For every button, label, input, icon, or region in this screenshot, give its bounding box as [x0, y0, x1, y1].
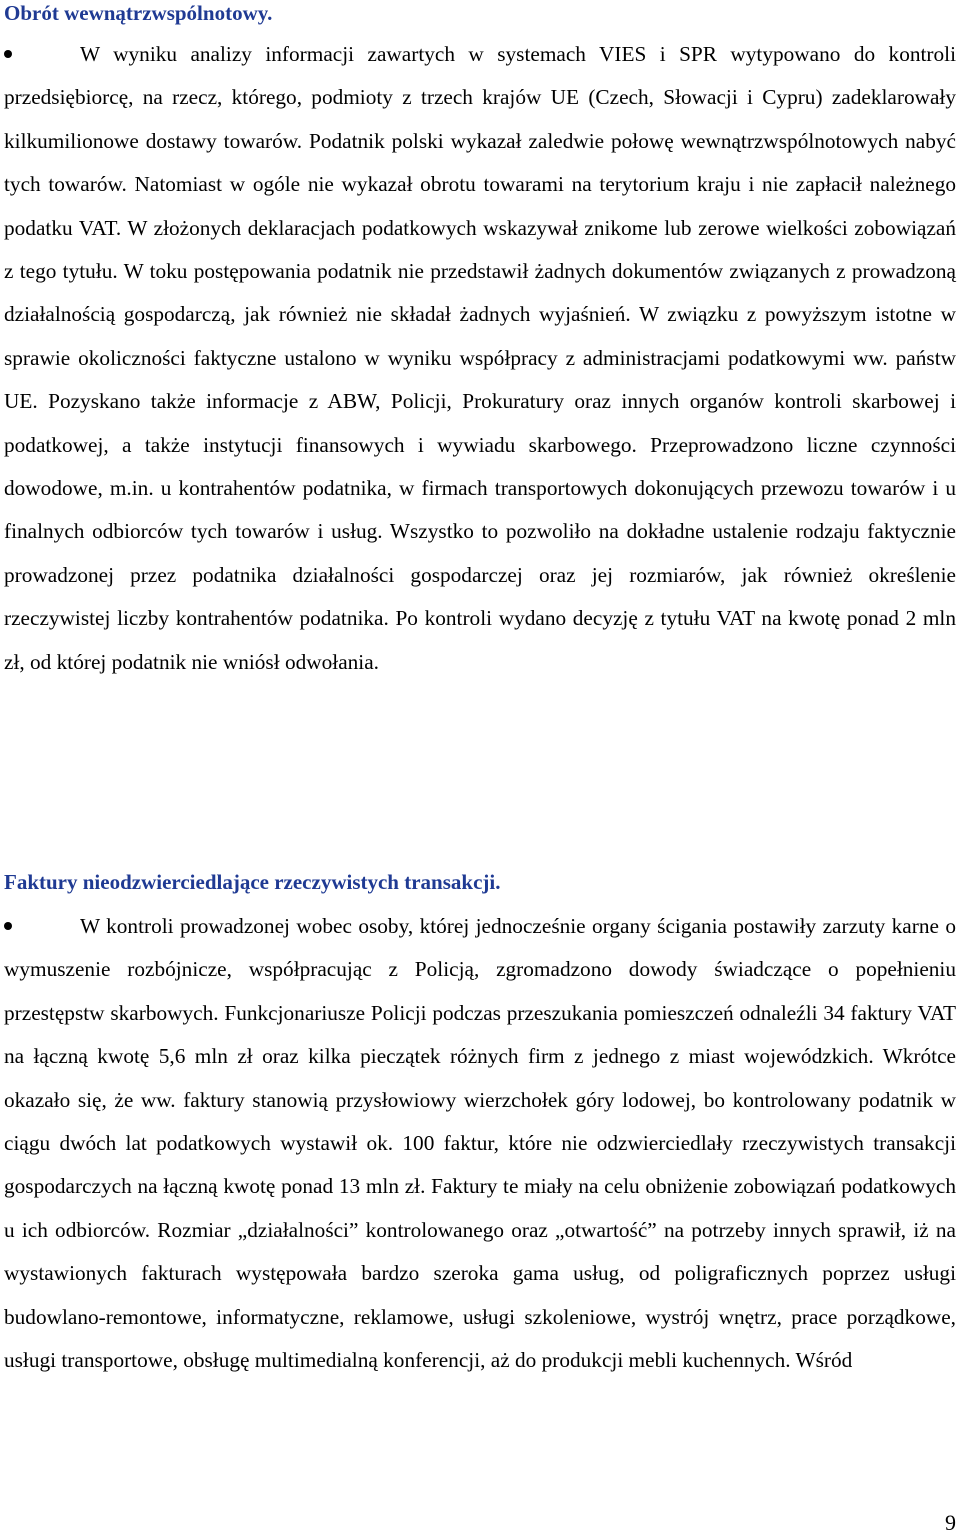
section-heading-invoices: Faktury nieodzwierciedlające rzeczywistych transakcji. — [4, 870, 501, 894]
section-paragraph-invoices: W kontroli prowadzonej wobec osoby, której jednocześnie organy ścigania postawiły zarzuty karne o wymuszenie rozbójnicze, współpracując z Policją, zgromadzono dowody świadczące o popełnieniu przestępstw skarbowych. Funkcjonariusze Policji podczas przeszukania pomieszczeń odnaleźli 34 faktury VAT na łączną kwotę 5,6 mln zł oraz kilka pieczątek różnych firm z jednego z miast wojewódzkich. Wkrótce okazało się, że ww. faktury stanowią przysłowiowy wierzchołek góry lodowej, bo kontrolowany podatnik w ciągu dwóch lat podatkowych wystawił ok. 100 faktur, które nie odzwierciedlały rzeczywistych transakcji gospodarczych na łączną kwotę ponad 13 mln zł. Faktury te miały na celu obniżenie zobowiązań podatkowych u ich odbiorców. Rozmiar „działalności” kontrolowanego oraz „otwartość” na potrzeby innych sprawił, iż na wystawionych fakturach występowała bardzo szeroka gama usług, od poligraficznych poprzez usługi budowlano-remontowe, informatyczne, reklamowe, usługi szkoleniowe, wystrój wnętrz, prace porządkowe, usługi transportowe, obsługę multimedialną konferencji, aż do produkcji mebli kuchennych. Wśród — [4, 914, 956, 1373]
page-number: 9 — [945, 1510, 956, 1535]
section-heading-intra-community: Obrót wewnątrzwspólnotowy. — [4, 1, 273, 25]
section-paragraph-intra-community: W wyniku analizy informacji zawartych w systemach VIES i SPR wytypowano do kontroli przedsiębiorcę, na rzecz, którego, podmioty z trzech krajów UE (Czech, Słowacji i Cypru) zadeklarowały kilkumilionowe dostawy towarów. Podatnik polski wykazał zaledwie połowę wewnątrzwspólnotowych nabyć tych towarów. Natomiast w ogóle nie wykazał obrotu towarami na terytorium kraju i nie zapłacił należnego podatku VAT. W złożonych deklaracjach podatkowych wskazywał znikome lub zerowe wielkości zobowiązań z tego tytułu. W toku postępowania podatnik nie przedstawił żadnych dokumentów związanych z prowadzoną działalnością gospodarczą, jak również nie składał żadnych wyjaśnień. W związku z powyższym istotne w sprawie okoliczności faktyczne ustalono w wyniku współpracy z administracjami podatkowymi ww. państw UE. Pozyskano także informacje z ABW, Policji, Prokuratury oraz innych organów kontroli skarbowej i podatkowej, a także instytucji finansowych i wywiadu skarbowego. Przeprowadzono liczne czynności dowodowe, m.in. u kontrahentów podatnika, w firmach transportowych dokonujących przewozu towarów i u finalnych odbiorców tych towarów i usług. Wszystko to pozwoliło na dokładne ustalenie rodzaju faktycznie prowadzonej przez podatnika działalności gospodarczej oraz jej rozmiarów, jak również określenie rzeczywistej liczby kontrahentów podatnika. Po kontroli wydano decyzję z tytułu VAT na kwotę ponad 2 mln zł, od której podatnik nie wniósł odwołania. — [4, 42, 956, 674]
